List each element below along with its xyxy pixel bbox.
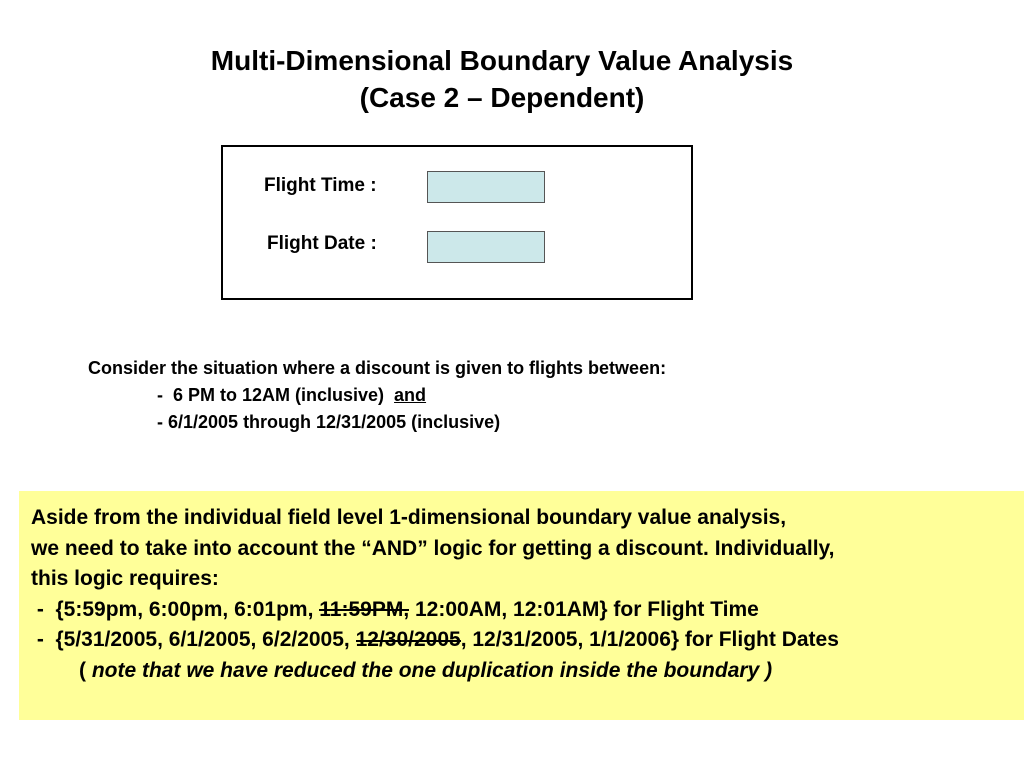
note-line-1: Aside from the individual field level 1-dimensional boundary value analysis, — [31, 506, 787, 529]
flight-time-values — [31, 595, 1024, 626]
time-range-text: - 6 PM to 12AM (inclusive) — [157, 385, 395, 405]
and-conjunction: and — [394, 385, 427, 405]
scenario-time-range — [88, 382, 666, 409]
italic-note: note that we have reduced the one duplication inside the boundary ) — [91, 658, 773, 682]
duplication-note — [31, 656, 1024, 687]
time-values-prefix: - {5:59pm, 6:00pm, 6:01pm, — [31, 597, 320, 621]
analysis-note — [19, 491, 1024, 720]
flight-time-input[interactable] — [427, 171, 545, 203]
scenario-date-range: - 6/1/2005 through 12/31/2005 (inclusive) — [157, 412, 501, 432]
flight-date-label: Flight Date : — [267, 233, 377, 254]
paren-open: ( — [79, 658, 92, 682]
scenario-intro: Consider the situation where a discount is given to flights between: — [88, 358, 667, 378]
date-values-prefix: - {5/31/2005, 6/1/2005, 6/2/2005, — [31, 628, 356, 651]
date-values-suffix: , 12/31/2005, 1/1/2006} for Flight Dates — [460, 628, 839, 651]
note-line-2: we need to take into account the “AND” logic for getting a discount. Individually, — [31, 536, 835, 560]
note-line-3: this logic requires: — [31, 567, 219, 590]
date-value-struck: 12/30/2005 — [355, 628, 461, 651]
flight-form — [221, 145, 693, 300]
flight-date-input[interactable] — [427, 231, 545, 263]
title-line-1: Multi-Dimensional Boundary Value Analysis — [210, 45, 794, 76]
flight-time-label: Flight Time : — [264, 175, 377, 196]
time-values-suffix: 12:00AM, 12:01AM} for Flight Time — [409, 597, 759, 621]
flight-date-values — [31, 625, 1024, 656]
title-line-2: (Case 2 – Dependent) — [359, 82, 645, 113]
discount-scenario — [88, 355, 666, 436]
slide-title — [0, 42, 1004, 116]
time-value-struck: 11:59PM, — [319, 597, 410, 621]
